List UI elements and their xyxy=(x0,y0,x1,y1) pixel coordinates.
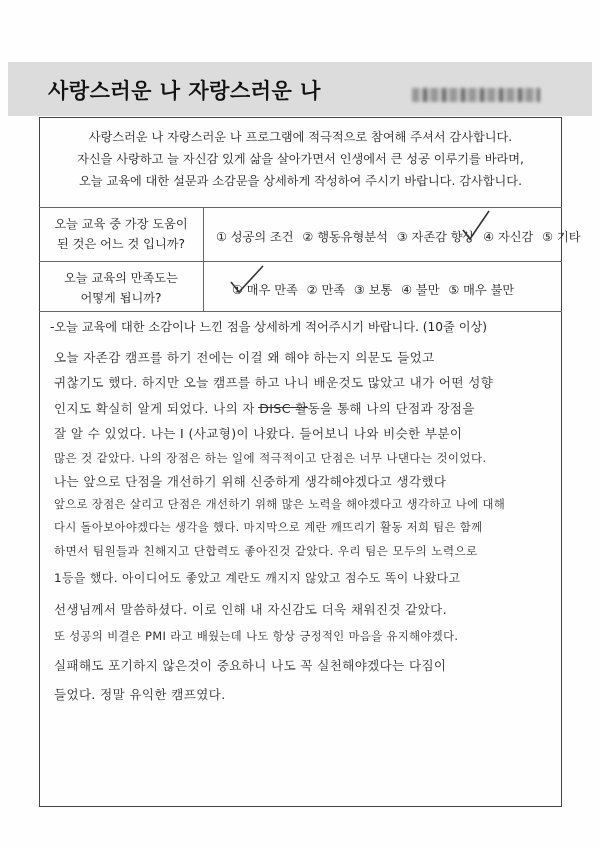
handwriting-line: 다시 돌아보아야겠다는 생각을 했다. 마지막으로 계란 깨뜨리기 활동 저희 팀은 함께 xyxy=(54,521,483,534)
q2-label-line: 어떻게 됩니까? xyxy=(80,291,162,305)
handwriting-line: 앞으로 장점은 살리고 단점은 개선하기 위해 많은 노력을 해야겠다고 생각하고 나에 대해 xyxy=(54,498,506,511)
q1-option-selected[interactable]: ④ 자신감 xyxy=(483,230,534,244)
handwriting-line: 인지도 확실히 알게 되었다. 나의 자 DISC 활동을 통해 나의 단점과 장점을 xyxy=(54,401,475,416)
handwriting-line: 귀찮기도 했다. 하지만 오늘 캠프를 하고 나니 배운것도 많았고 내가 어떤 성향 xyxy=(54,375,494,390)
handwriting-line: 들었다. 정말 유익한 캠프였다. xyxy=(54,687,226,702)
q1-label-line: 오늘 교육 중 가장 도움이 xyxy=(54,217,188,231)
title-bar xyxy=(8,62,592,116)
strikethrough xyxy=(258,407,308,408)
intro-text xyxy=(39,126,562,192)
page-title: 사랑스러운 나 자랑스러운 나 xyxy=(48,79,321,103)
intro-line: 오늘 교육에 대한 설문과 소감문을 상세하게 작성하여 주시기 바랍니다. 감사합니다. xyxy=(79,174,522,188)
q1-label-line: 된 것은 어느 것 입니까? xyxy=(57,237,185,251)
handwriting-line: 오늘 자존감 캠프를 하기 전에는 이걸 왜 해야 하는지 의문도 들었고 xyxy=(54,350,435,365)
intro-line: 사랑스러운 나 자랑스러운 나 프로그램에 적극적으로 참여해 주셔서 감사합니다. xyxy=(88,130,513,144)
q1-options xyxy=(216,228,586,245)
handwriting-line: 잘 알 수 있었다. 나는 I (사교형)이 나왔다. 들어보니 나와 비슷한 부분이 xyxy=(54,426,463,441)
q1-checkmark-icon xyxy=(460,208,492,244)
handwriting-line: 나는 앞으로 단점을 개선하기 위해 신중하게 생각해야겠다고 생각했다 xyxy=(54,474,447,489)
q2-option[interactable]: ② 만족 xyxy=(306,283,346,297)
handwriting-line: 많은 것 같았다. 나의 장점은 하는 일에 적극적이고 단점은 너무 나댄다는 것이었다. xyxy=(54,451,487,465)
q2-option[interactable]: ④ 불만 xyxy=(401,283,440,297)
q1-option[interactable]: ③ 자존감 향상 xyxy=(396,230,475,244)
q2-label-line: 오늘 교육의 만족도는 xyxy=(64,271,178,285)
q1-option[interactable]: ② 행동유형분석 xyxy=(302,230,388,244)
handwriting-line: 실패해도 포기하지 않은것이 중요하니 나도 꼭 실천해야겠다는 다짐이 xyxy=(54,658,447,673)
q1-label xyxy=(39,214,203,254)
q2-label xyxy=(39,268,203,308)
handwriting-line: 또 성공의 비결은 PMI 라고 배웠는데 나도 항상 긍정적인 마음을 유지해야겠다. xyxy=(54,630,459,643)
q2-option-selected[interactable]: ① 매우 만족 xyxy=(232,283,298,297)
q1-option[interactable]: ① 성공의 조건 xyxy=(216,230,294,244)
intro-line: 자신을 사랑하고 늘 자신감 있게 삶을 살아가면서 인생에서 큰 성공 이루기를 바라며, xyxy=(77,152,524,166)
q2-option[interactable]: ③ 보통 xyxy=(353,283,393,297)
q2-options xyxy=(232,281,519,298)
q2-option[interactable]: ⑤ 매우 불만 xyxy=(448,283,515,297)
instruction-text: -오늘 교육에 대한 소감이나 느낀 점을 상세하게 적어주시기 바랍니다. (10줄 이상) xyxy=(50,320,487,334)
handwriting-line: 1등을 했다. 아이디어도 좋았고 계란도 깨지지 않았고 점수도 똑이 나왔다고 xyxy=(54,571,461,585)
handwriting-line: 선생님께서 말씀하셨다. 이로 인해 내 자신감도 더욱 채워진것 같았다. xyxy=(54,602,448,617)
q2-checkmark-icon xyxy=(228,262,266,298)
redacted-name xyxy=(412,88,540,102)
q1-option[interactable]: ⑤ 기타 xyxy=(542,230,581,244)
divider xyxy=(39,261,562,262)
handwriting-line: 하면서 팀원들과 친해지고 단합력도 좋아진것 같았다. 우리 팀은 모두의 노력으로 xyxy=(54,544,478,558)
divider xyxy=(203,207,204,311)
divider xyxy=(39,311,562,312)
